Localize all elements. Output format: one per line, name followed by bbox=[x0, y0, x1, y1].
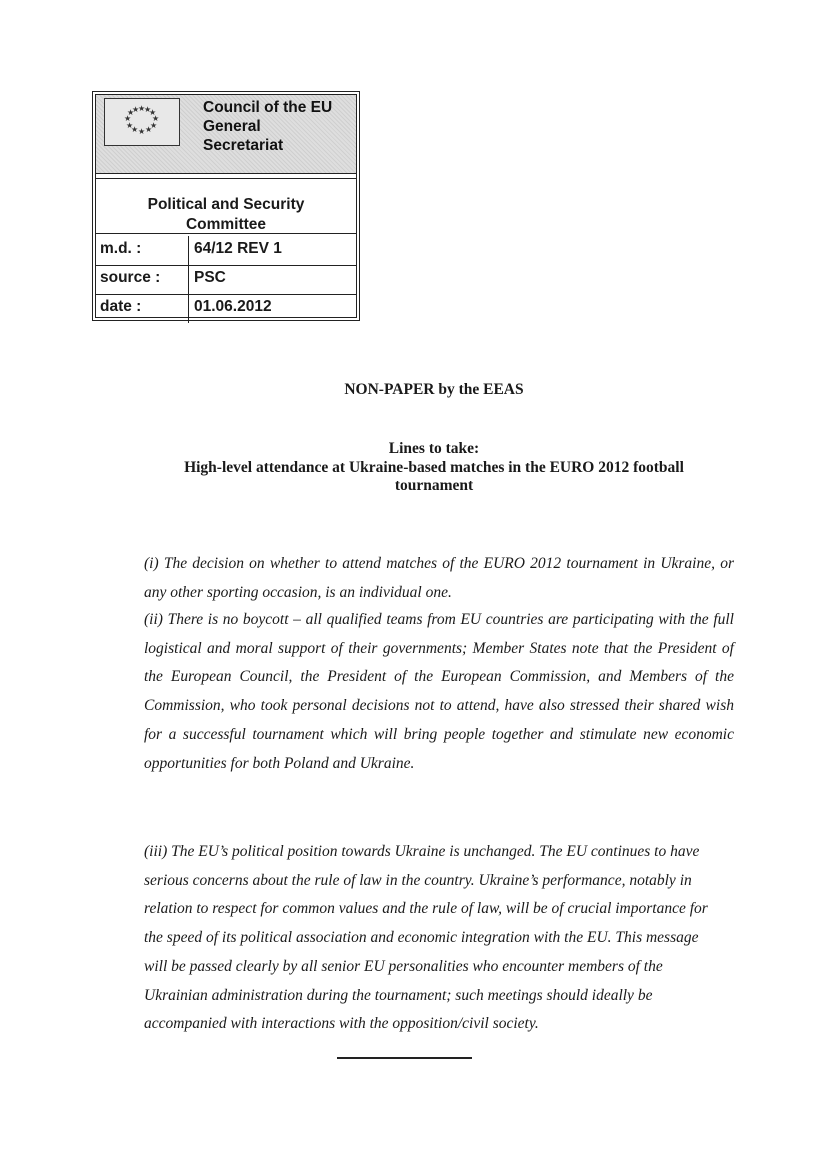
committee-cell bbox=[96, 178, 356, 234]
eu-stars-icon bbox=[105, 99, 179, 145]
svg-text:★: ★ bbox=[126, 121, 134, 130]
svg-text:★: ★ bbox=[149, 108, 157, 117]
paragraph-ii: (ii) There is no boycott – all qualified teams from EU countries are participating with the full logistical and moral support of their governments; Member States note that the President of the European Council, the President of the European Commission, and Members of the Commission, who took personal decisions not to attend, have also stressed their shared wish for a successful tournament which will bring people together and stimulate new economic opportunities for both Poland and Ukraine. bbox=[144, 611, 734, 772]
subject-line-1: High-level attendance at Ukraine-based matches in the EURO 2012 football bbox=[184, 458, 684, 476]
paragraph-i: (i) The decision on whether to attend matches of the EURO 2012 tournament in Ukraine, or any other sporting occasion, is an individual one. bbox=[144, 555, 734, 601]
meta-divider bbox=[188, 265, 189, 294]
meta-divider bbox=[188, 294, 189, 323]
meta-row-source bbox=[96, 265, 356, 295]
svg-text:★: ★ bbox=[150, 121, 158, 130]
council-title bbox=[203, 98, 332, 155]
meta-key: date : bbox=[100, 298, 142, 315]
svg-text:★: ★ bbox=[144, 105, 152, 114]
subject-heading bbox=[0, 440, 827, 496]
meta-row-date bbox=[96, 294, 356, 323]
closing-rule bbox=[337, 1057, 472, 1059]
svg-text:★: ★ bbox=[131, 125, 139, 134]
lines-to-take-label: Lines to take: bbox=[388, 440, 480, 457]
council-line-2: General bbox=[203, 118, 261, 135]
svg-text:★: ★ bbox=[127, 108, 135, 117]
council-banner bbox=[96, 95, 356, 174]
meta-key: m.d. : bbox=[100, 240, 142, 257]
svg-text:★: ★ bbox=[145, 125, 153, 134]
document-header-box bbox=[92, 91, 360, 321]
meta-divider bbox=[188, 236, 189, 265]
meta-row-md bbox=[96, 236, 356, 266]
svg-text:★: ★ bbox=[124, 114, 132, 123]
committee-line-2: Committee bbox=[185, 216, 267, 233]
nonpaper-title: NON-PAPER by the EEAS bbox=[344, 381, 524, 398]
svg-text:★: ★ bbox=[138, 104, 146, 113]
svg-text:★: ★ bbox=[132, 105, 140, 114]
eu-flag-logo bbox=[104, 98, 180, 146]
council-line-3: Secretariat bbox=[203, 137, 284, 154]
meta-value: 01.06.2012 bbox=[194, 298, 272, 315]
svg-text:★: ★ bbox=[152, 114, 160, 123]
svg-text:★: ★ bbox=[138, 127, 146, 136]
paragraph-iii: (iii) The EU’s political position towards Ukraine is unchanged. The EU continues to have serious concerns about the rule of law in the country. Ukraine’s performance, notably in relation to respect for common values and the rule of law, will be of crucial importance for the speed of its political association and economic integration with the EU. This message will be passed clearly by all senior EU personalities who encounter members of the Ukrainian administration during the tournament; such meetings should ideally be accompanied with interactions with the opposition/civil society. bbox=[144, 843, 708, 1033]
header-inner-frame bbox=[95, 94, 357, 318]
council-line-1: Council of the EU bbox=[203, 99, 333, 116]
meta-value: PSC bbox=[194, 269, 226, 286]
meta-value: 64/12 REV 1 bbox=[194, 240, 282, 257]
committee-line-1: Political and Security bbox=[147, 196, 305, 213]
meta-key: source : bbox=[100, 269, 161, 286]
subject-line-2: tournament bbox=[394, 477, 474, 494]
